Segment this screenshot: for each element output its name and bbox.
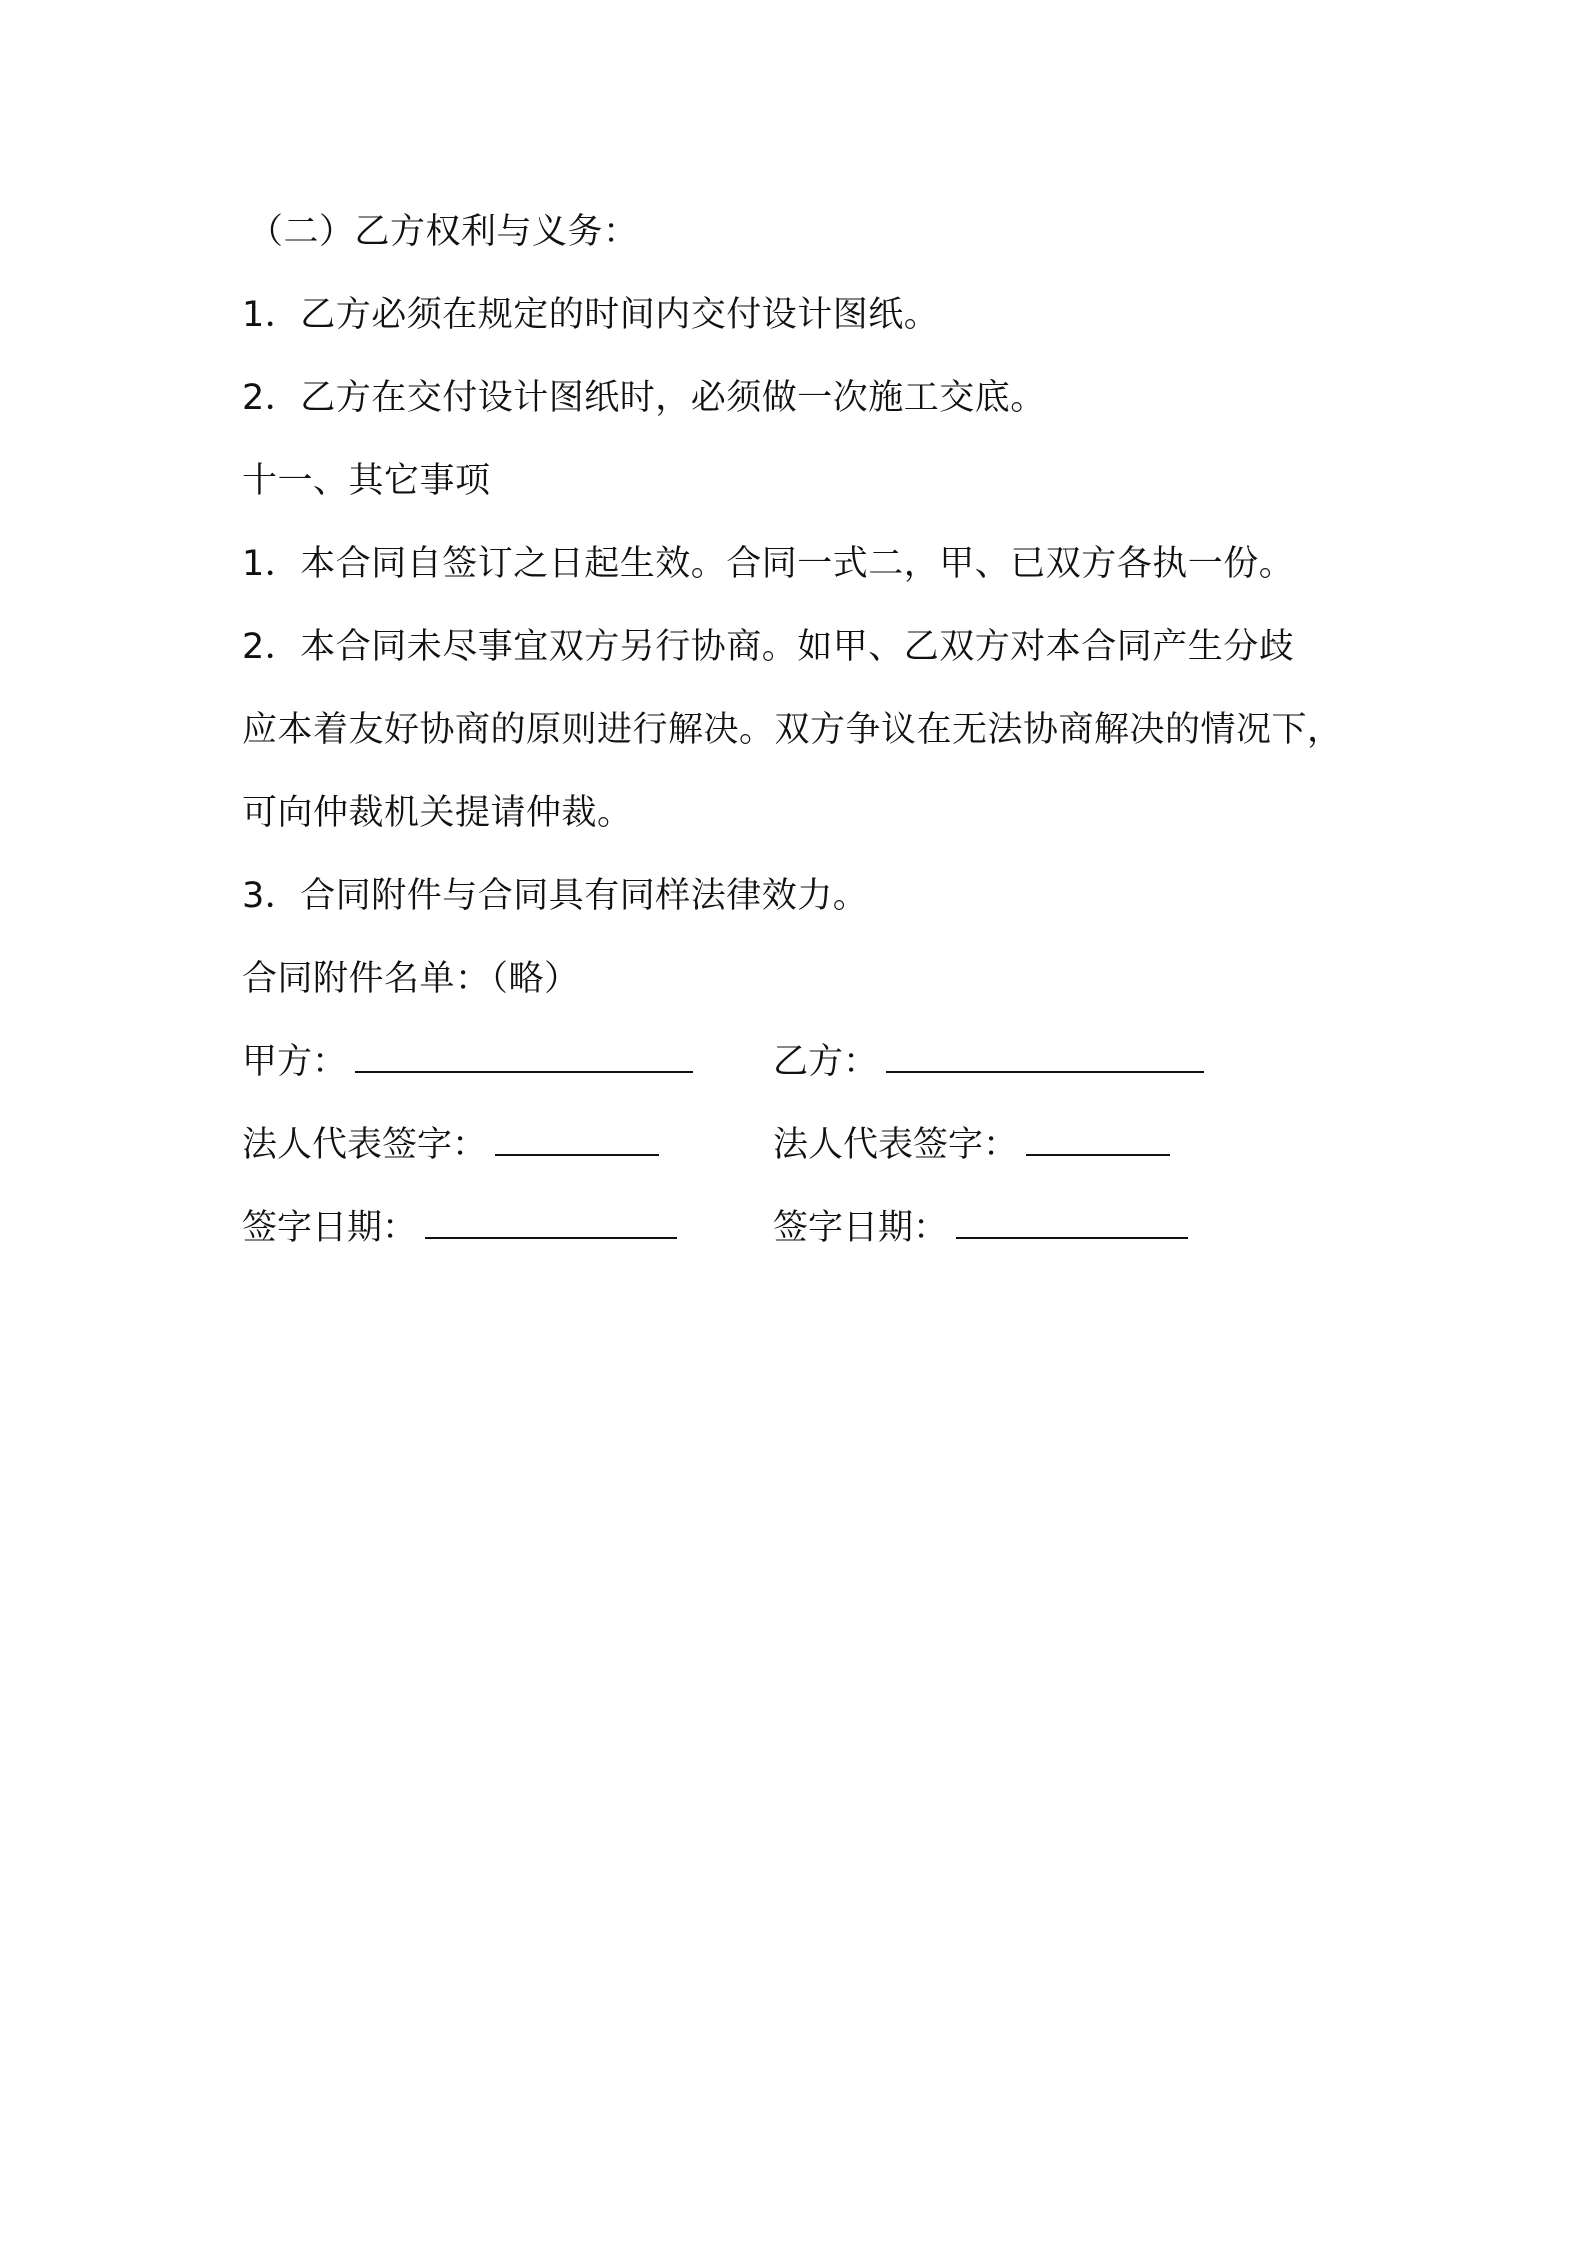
- rep-a-label: 法人代表签字：: [242, 1125, 488, 1165]
- date-b-label: 签字日期：: [773, 1208, 949, 1248]
- other-item-2-line-2: 应本着友好协商的原则进行解决。双方争议在无法协商解决的情况下，: [242, 710, 1343, 750]
- date-b-blank: [956, 1203, 1188, 1239]
- other-item-2-line-3: 可向仲裁机关提请仲裁。: [242, 793, 633, 833]
- rep-b-label: 法人代表签字：: [773, 1125, 1019, 1165]
- rep-b-signature: [773, 1120, 1170, 1170]
- party-a-signature: [242, 1037, 693, 1087]
- date-b-signature: [773, 1203, 1188, 1253]
- other-item-1: 1．本合同自签订之日起生效。合同一式二，甲、已双方各执一份。: [242, 544, 1295, 584]
- date-a-label: 签字日期：: [242, 1208, 418, 1248]
- party-a-label: 甲方：: [242, 1042, 348, 1082]
- section-11-heading: 十一、其它事项: [242, 461, 491, 501]
- other-item-2-line-1: 2．本合同未尽事宜双方另行协商。如甲、乙双方对本合同产生分歧: [242, 627, 1295, 667]
- party-a-blank: [355, 1037, 693, 1073]
- date-a-signature: [242, 1203, 677, 1253]
- party-b-signature: [773, 1037, 1204, 1087]
- party-b-item-1: 1．乙方必须在规定的时间内交付设计图纸。: [242, 295, 940, 335]
- rep-a-signature: [242, 1120, 659, 1170]
- rep-b-blank: [1026, 1120, 1170, 1156]
- party-b-label: 乙方：: [773, 1042, 879, 1082]
- party-b-item-2: 2．乙方在交付设计图纸时，必须做一次施工交底。: [242, 378, 1046, 418]
- date-a-blank: [425, 1203, 677, 1239]
- party-b-blank: [886, 1037, 1204, 1073]
- section-b-heading: （二）乙方权利与义务：: [248, 212, 639, 252]
- other-item-3: 3．合同附件与合同具有同样法律效力。: [242, 876, 869, 916]
- attachment-list: 合同附件名单：（略）: [242, 959, 580, 999]
- rep-a-blank: [495, 1120, 659, 1156]
